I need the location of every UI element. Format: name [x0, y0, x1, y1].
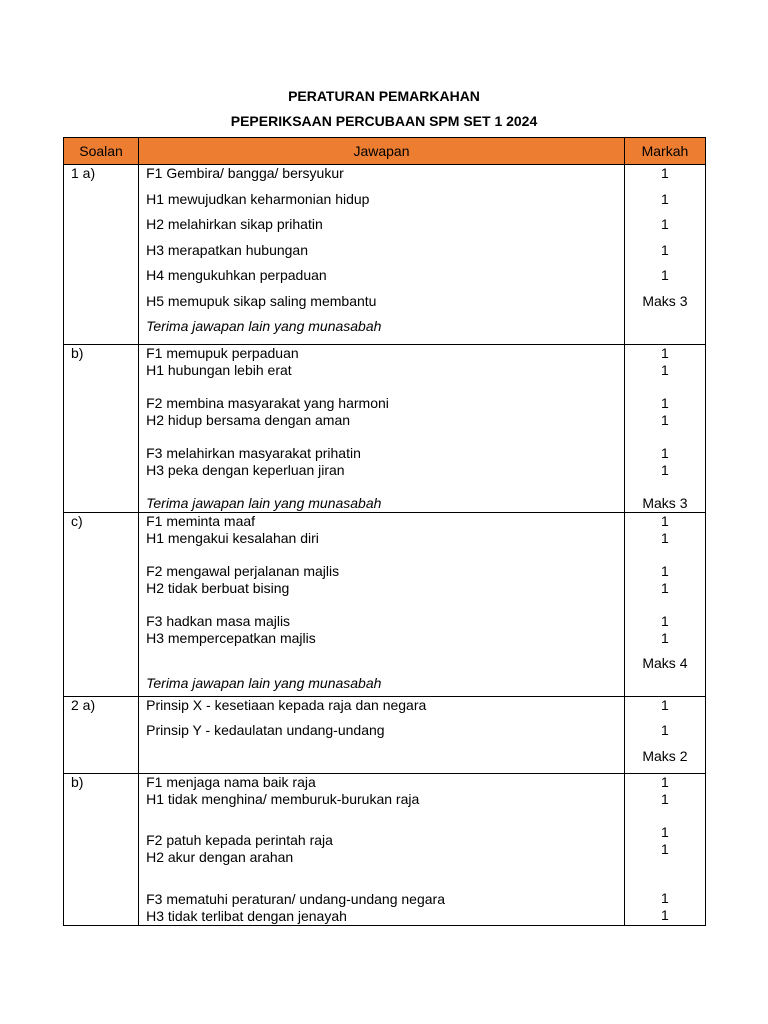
answer-note: Terima jawapan lain yang munasabah	[146, 318, 382, 334]
answer-line: F1 Gembira/ bangga/ bersyukur	[146, 165, 344, 181]
answer-line: H1 hubungan lebih erat	[146, 361, 292, 378]
mark-value: Maks 2	[642, 747, 688, 764]
answer-line: F3 melahirkan masyarakat prihatin	[146, 444, 361, 461]
mark-value: 1	[661, 267, 669, 283]
mark-value: 1	[661, 394, 669, 411]
table-row	[64, 344, 706, 512]
header-markah: Markah	[624, 138, 705, 165]
mark-value: 1	[661, 216, 669, 232]
mark-value	[625, 479, 705, 495]
answer-line: H2 melahirkan sikap prihatin	[146, 216, 323, 232]
question-cell	[64, 165, 139, 345]
answer-line: H2 hidup bersama dengan aman	[146, 411, 351, 428]
mark-value: 1	[661, 361, 669, 378]
answer-line: F1 meminta maaf	[146, 512, 256, 529]
mark-value: 1	[661, 841, 669, 857]
mark-value: 1	[661, 824, 669, 840]
answer-cell	[139, 165, 625, 345]
question-label: 2 a)	[71, 696, 96, 713]
mark-value: 1	[661, 791, 669, 807]
mark-value: 1	[661, 190, 669, 207]
answer-line: H1 mewujudkan keharmonian hidup	[146, 190, 370, 207]
answer-line: F2 membina masyarakat yang harmoni	[146, 394, 389, 411]
marking-scheme-table	[63, 137, 706, 926]
answer-line	[146, 479, 624, 495]
mark-value: 1	[661, 344, 669, 361]
mark-value: 1	[661, 241, 669, 258]
mark-value	[625, 429, 705, 445]
answer-line: H3 merapatkan hubungan	[146, 241, 309, 258]
table-header-row	[64, 138, 706, 165]
table-row	[64, 774, 706, 926]
mark-value: 1	[661, 411, 669, 428]
question-label: c)	[71, 512, 83, 529]
mark-value: 1	[661, 461, 669, 478]
answer-line: H2 tidak berbuat bising	[146, 579, 290, 596]
answer-line	[146, 748, 624, 774]
mark-value: 1	[661, 696, 669, 713]
answer-line: F2 mengawal perjalanan majlis	[146, 562, 340, 579]
marks-cell	[624, 512, 705, 696]
answer-line: F3 hadkan masa majlis	[146, 612, 291, 629]
mark-value	[625, 379, 705, 395]
mark-value: 1	[661, 562, 669, 579]
answer-cell	[139, 774, 625, 926]
marks-cell	[624, 165, 705, 345]
mark-value: Maks 3	[642, 494, 688, 511]
question-label: 1 a)	[71, 165, 96, 181]
mark-value: 1	[661, 512, 669, 529]
table-row	[64, 512, 706, 696]
mark-value: 1	[661, 890, 669, 906]
mark-value	[625, 808, 705, 824]
question-cell	[64, 774, 139, 926]
answer-line: H5 memupuk sikap saling membantu	[146, 292, 377, 309]
mark-value	[625, 680, 705, 696]
marks-cell	[624, 696, 705, 774]
answer-line: H3 peka dengan keperluan jiran	[146, 461, 345, 478]
answer-line: H4 mengukuhkan perpaduan	[146, 267, 327, 283]
question-cell	[64, 512, 139, 696]
answer-line: H3 mempercepatkan majlis	[146, 629, 316, 646]
document-subtitle: PEPERIKSAAN PERCUBAAN SPM SET 1 2024	[230, 113, 538, 129]
mark-value: 1	[661, 165, 669, 181]
answer-line: F1 memupuk perpaduan	[146, 344, 299, 361]
answer-line: Prinsip Y - kedaulatan undang-undang	[146, 722, 385, 738]
mark-value	[625, 597, 705, 613]
answer-line	[146, 647, 624, 671]
answer-note: Terima jawapan lain yang munasabah	[146, 494, 382, 511]
mark-value: 1	[661, 722, 669, 738]
answer-cell	[139, 344, 625, 512]
answer-line	[146, 866, 624, 891]
answer-note: Terima jawapan lain yang munasabah	[146, 674, 382, 691]
mark-value: Maks 4	[642, 654, 688, 671]
mark-value: 1	[661, 907, 669, 923]
answer-line	[146, 379, 624, 395]
answer-cell	[139, 696, 625, 774]
question-cell	[64, 696, 139, 774]
header-soalan: Soalan	[64, 138, 139, 165]
answer-line	[146, 429, 624, 445]
question-label: b)	[71, 774, 84, 790]
question-label: b)	[71, 344, 84, 361]
answer-line: F2 patuh kepada perintah raja	[146, 832, 333, 848]
table-row	[64, 165, 706, 345]
answer-line: H2 akur dengan arahan	[146, 849, 294, 865]
mark-value	[625, 318, 705, 344]
question-cell	[64, 344, 139, 512]
header-jawapan: Jawapan	[139, 138, 625, 165]
answer-line: H1 tidak menghina/ memburuk-burukan raja	[146, 791, 420, 807]
answer-line	[146, 808, 624, 832]
mark-value	[625, 874, 705, 890]
answer-line: Prinsip X - kesetiaan kepada raja dan negara	[146, 696, 427, 713]
mark-value: 1	[661, 579, 669, 596]
mark-value: 1	[661, 444, 669, 461]
answer-line	[146, 547, 624, 563]
table-row	[64, 696, 706, 774]
marks-cell	[624, 344, 705, 512]
answer-line: F1 menjaga nama baik raja	[146, 774, 316, 790]
mark-value: 1	[661, 774, 669, 790]
answer-line	[146, 597, 624, 613]
mark-value: 1	[661, 612, 669, 629]
answer-cell	[139, 512, 625, 696]
answer-line: H3 tidak terlibat dengan jenayah	[146, 908, 347, 924]
document-title: PERATURAN PEMARKAHAN	[288, 88, 480, 104]
answer-line: F3 mematuhi peraturan/ undang-undang negara	[146, 891, 445, 907]
mark-value: 1	[661, 529, 669, 546]
mark-value	[625, 547, 705, 563]
marks-cell	[624, 774, 705, 926]
mark-value: Maks 3	[642, 292, 688, 309]
mark-value: 1	[661, 629, 669, 646]
answer-line: H1 mengakui kesalahan diri	[146, 529, 319, 546]
